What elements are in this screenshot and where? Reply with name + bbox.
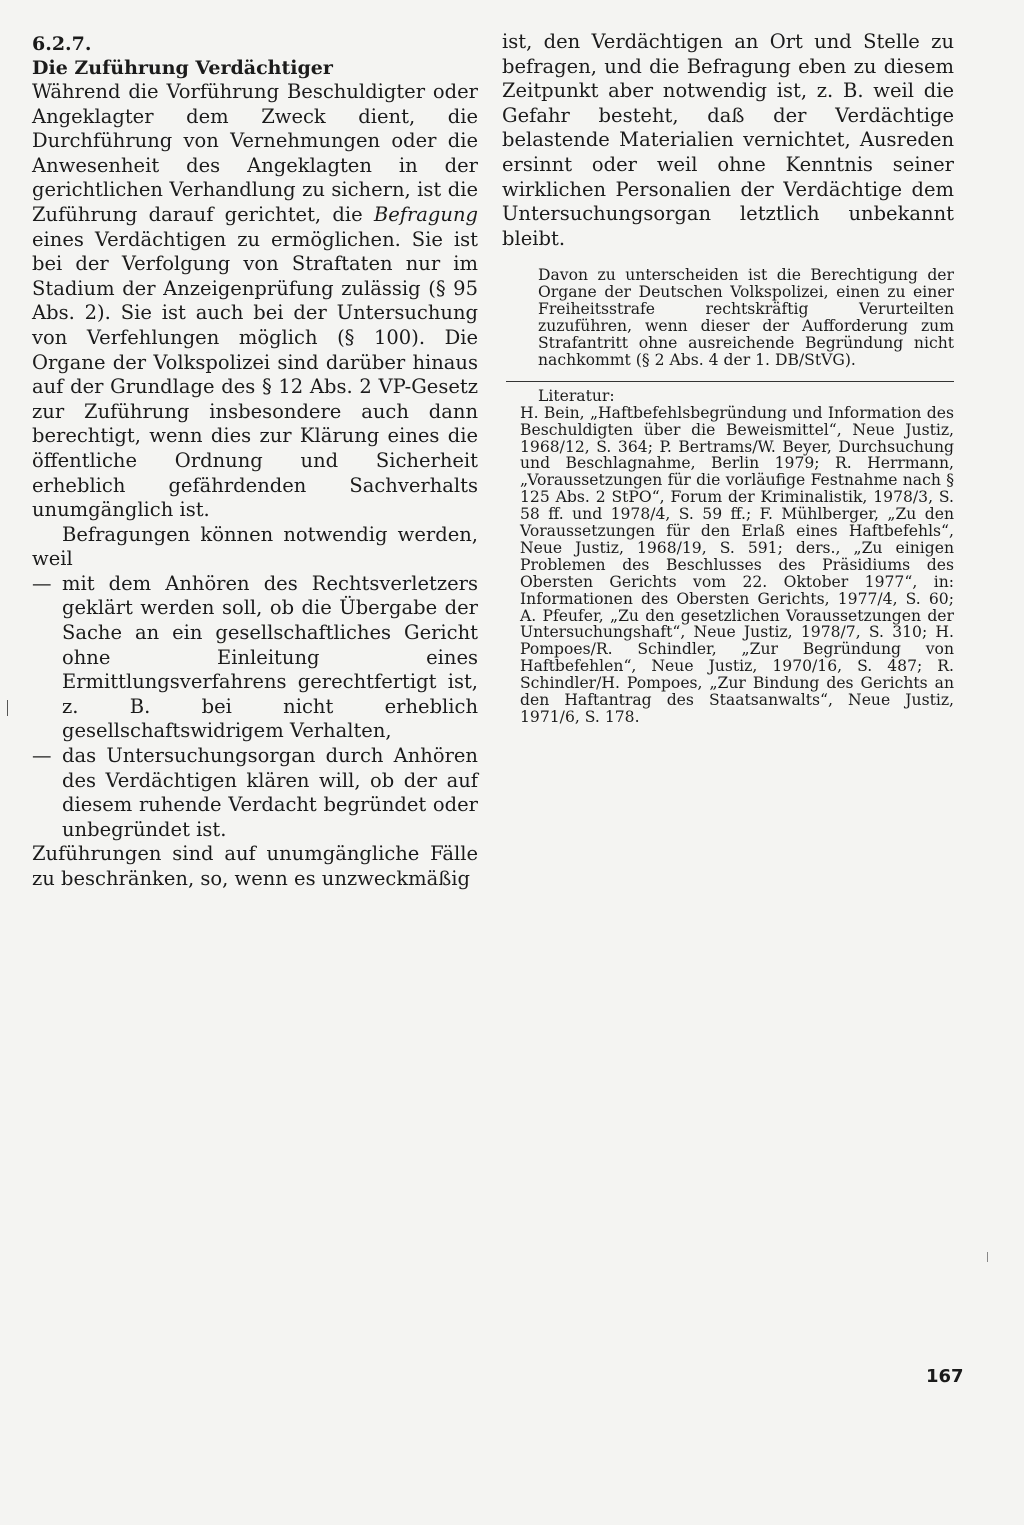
scan-speck — [987, 1252, 988, 1262]
emphasis-befragung: Befragung — [373, 202, 478, 226]
divider-rule — [506, 381, 954, 382]
dash-marker: — — [32, 571, 52, 595]
dash-marker: — — [32, 744, 52, 768]
literature-text: H. Bein, „Haftbefehlsbegründung und Information des Beschuldigten über die Beweismittel“, Neue Justiz, 1968/12, S. 364; P. Bertrams/W. Beyer, Durchsuchung und Beschlagnahme, Berlin 1979; R. Herrmann, „Voraussetzungen für die vorläufige Festnahme nach § 125 Abs. 2 StPO“, Forum der Kriminalistik, 1978/3, S. 58 ff. und 1978/4, S. 59 ff.; F. Mühlberger, „Zu den Voraussetzungen für den Erlaß eines Haftbefehls“, Neue Justiz, 1968/19, S. 591; ders., „Zu einigen Problemen des Beschlusses des Präsidiums des Obersten Gerichts vom 22. Oktober 1977“, in: Informationen des Obersten Gerichts, 1977/4, S. 60; A. Pfeufer, „Zu den gesetzlichen Voraussetzungen der Untersuchungshaft“, Neue Justiz, 1978/7, S. 310; H. Pompoes/R. Schindler, „Zur Begründung von Haftbefehlen“, Neue Justiz, 1970/16, S. 487; R. Schindler/H. Pompoes, „Zur Bindung des Gerichts an den Haftantrag des Staatsanwalts“, Neue Justiz, 1971/6, S. 178. — [520, 403, 954, 726]
list-item-text: mit dem Anhören des Rechtsverletzers geklärt werden soll, ob die Übergabe der Sache an ein gesellschaftliches Gericht ohne Einleitung eines Ermittlungsverfahrens gerechtfertigt ist, z. B. bei nicht erheblich gesellschaftswidrigem Verhalten, — [62, 571, 478, 743]
paragraph-intro-part-1: Während die Vorführung Beschuldigter oder Angeklagter dem Zweck dient, die Durchführung von Vernehmungen oder die Anwesenheit des Angeklagten in der gerichtlichen Verhandlung zu sichern, ist die Zuführung darauf gerichtet, die — [32, 80, 478, 226]
paragraph-reasons: Befragungen können notwendig werden, weil — [32, 522, 478, 571]
list-item-text: das Untersuchungsorgan durch Anhören des Verdächtigen klären will, ob der auf diesem ruhende Verdacht begründet oder unbegründet ist. — [62, 744, 478, 841]
literature-block — [520, 388, 954, 726]
page-number: 167 — [926, 1366, 964, 1387]
literature-label: Literatur: — [538, 386, 615, 405]
list-item — [32, 572, 478, 744]
paragraph-continuation: ist, den Verdächtigen an Ort und Stelle zu befragen, und die Befragung eben zu diesem Zeitpunkt aber notwendig ist, z. B. weil die Gefahr besteht, daß der Verdächtige belastende Materialien vernichtet, Ausreden ersinnt oder weil ohne Kenntnis seiner wirklichen Personalien der Verdächtige dem Untersuchungsorgan letztlich unbekannt bleibt. — [502, 30, 954, 250]
left-column — [32, 30, 478, 892]
paragraph-restriction: Zuführungen sind auf unumgängliche Fälle zu beschränken, so, wenn es unzweckmäßig — [32, 842, 478, 890]
section-title: Die Zuführung Verdächtiger — [32, 57, 333, 79]
list-item — [32, 744, 478, 842]
section-number: 6.2.7. — [32, 33, 92, 55]
scan-speck — [7, 700, 8, 716]
paragraph-intro — [32, 80, 478, 523]
paragraph-intro-part-2: eines Verdächtigen zu ermöglichen. Sie ist bei der Verfolgung von Straftaten nur im Stadium der Anzeigenprüfung zulässig (§ 95 Abs. 2). Sie ist auch bei der Untersuchung von Verfehlungen möglich (§ 100). Die Organe der Volkspolizei sind darüber hinaus auf der Grundlage des § 12 Abs. 2 VP-Gesetz zur Zuführung insbesondere auch dann berechtigt, wenn dies zur Klärung eines die öffentliche Ordnung und Sicherheit erheblich gefährdenden Sachverhalts unumgänglich ist. — [32, 227, 478, 522]
reasons-list — [32, 572, 478, 843]
right-column — [502, 30, 954, 726]
note-paragraph: Davon zu unterscheiden ist die Berechtigung der Organe der Deutschen Volkspolizei, einen zu einer Freiheitsstrafe rechtskräftig Verurteilten zuzuführen, wenn dieser der Aufforderung zum Strafantritt ohne ausreichende Begründung nicht nachkommt (§ 2 Abs. 4 der 1. DB/StVG). — [538, 266, 954, 369]
